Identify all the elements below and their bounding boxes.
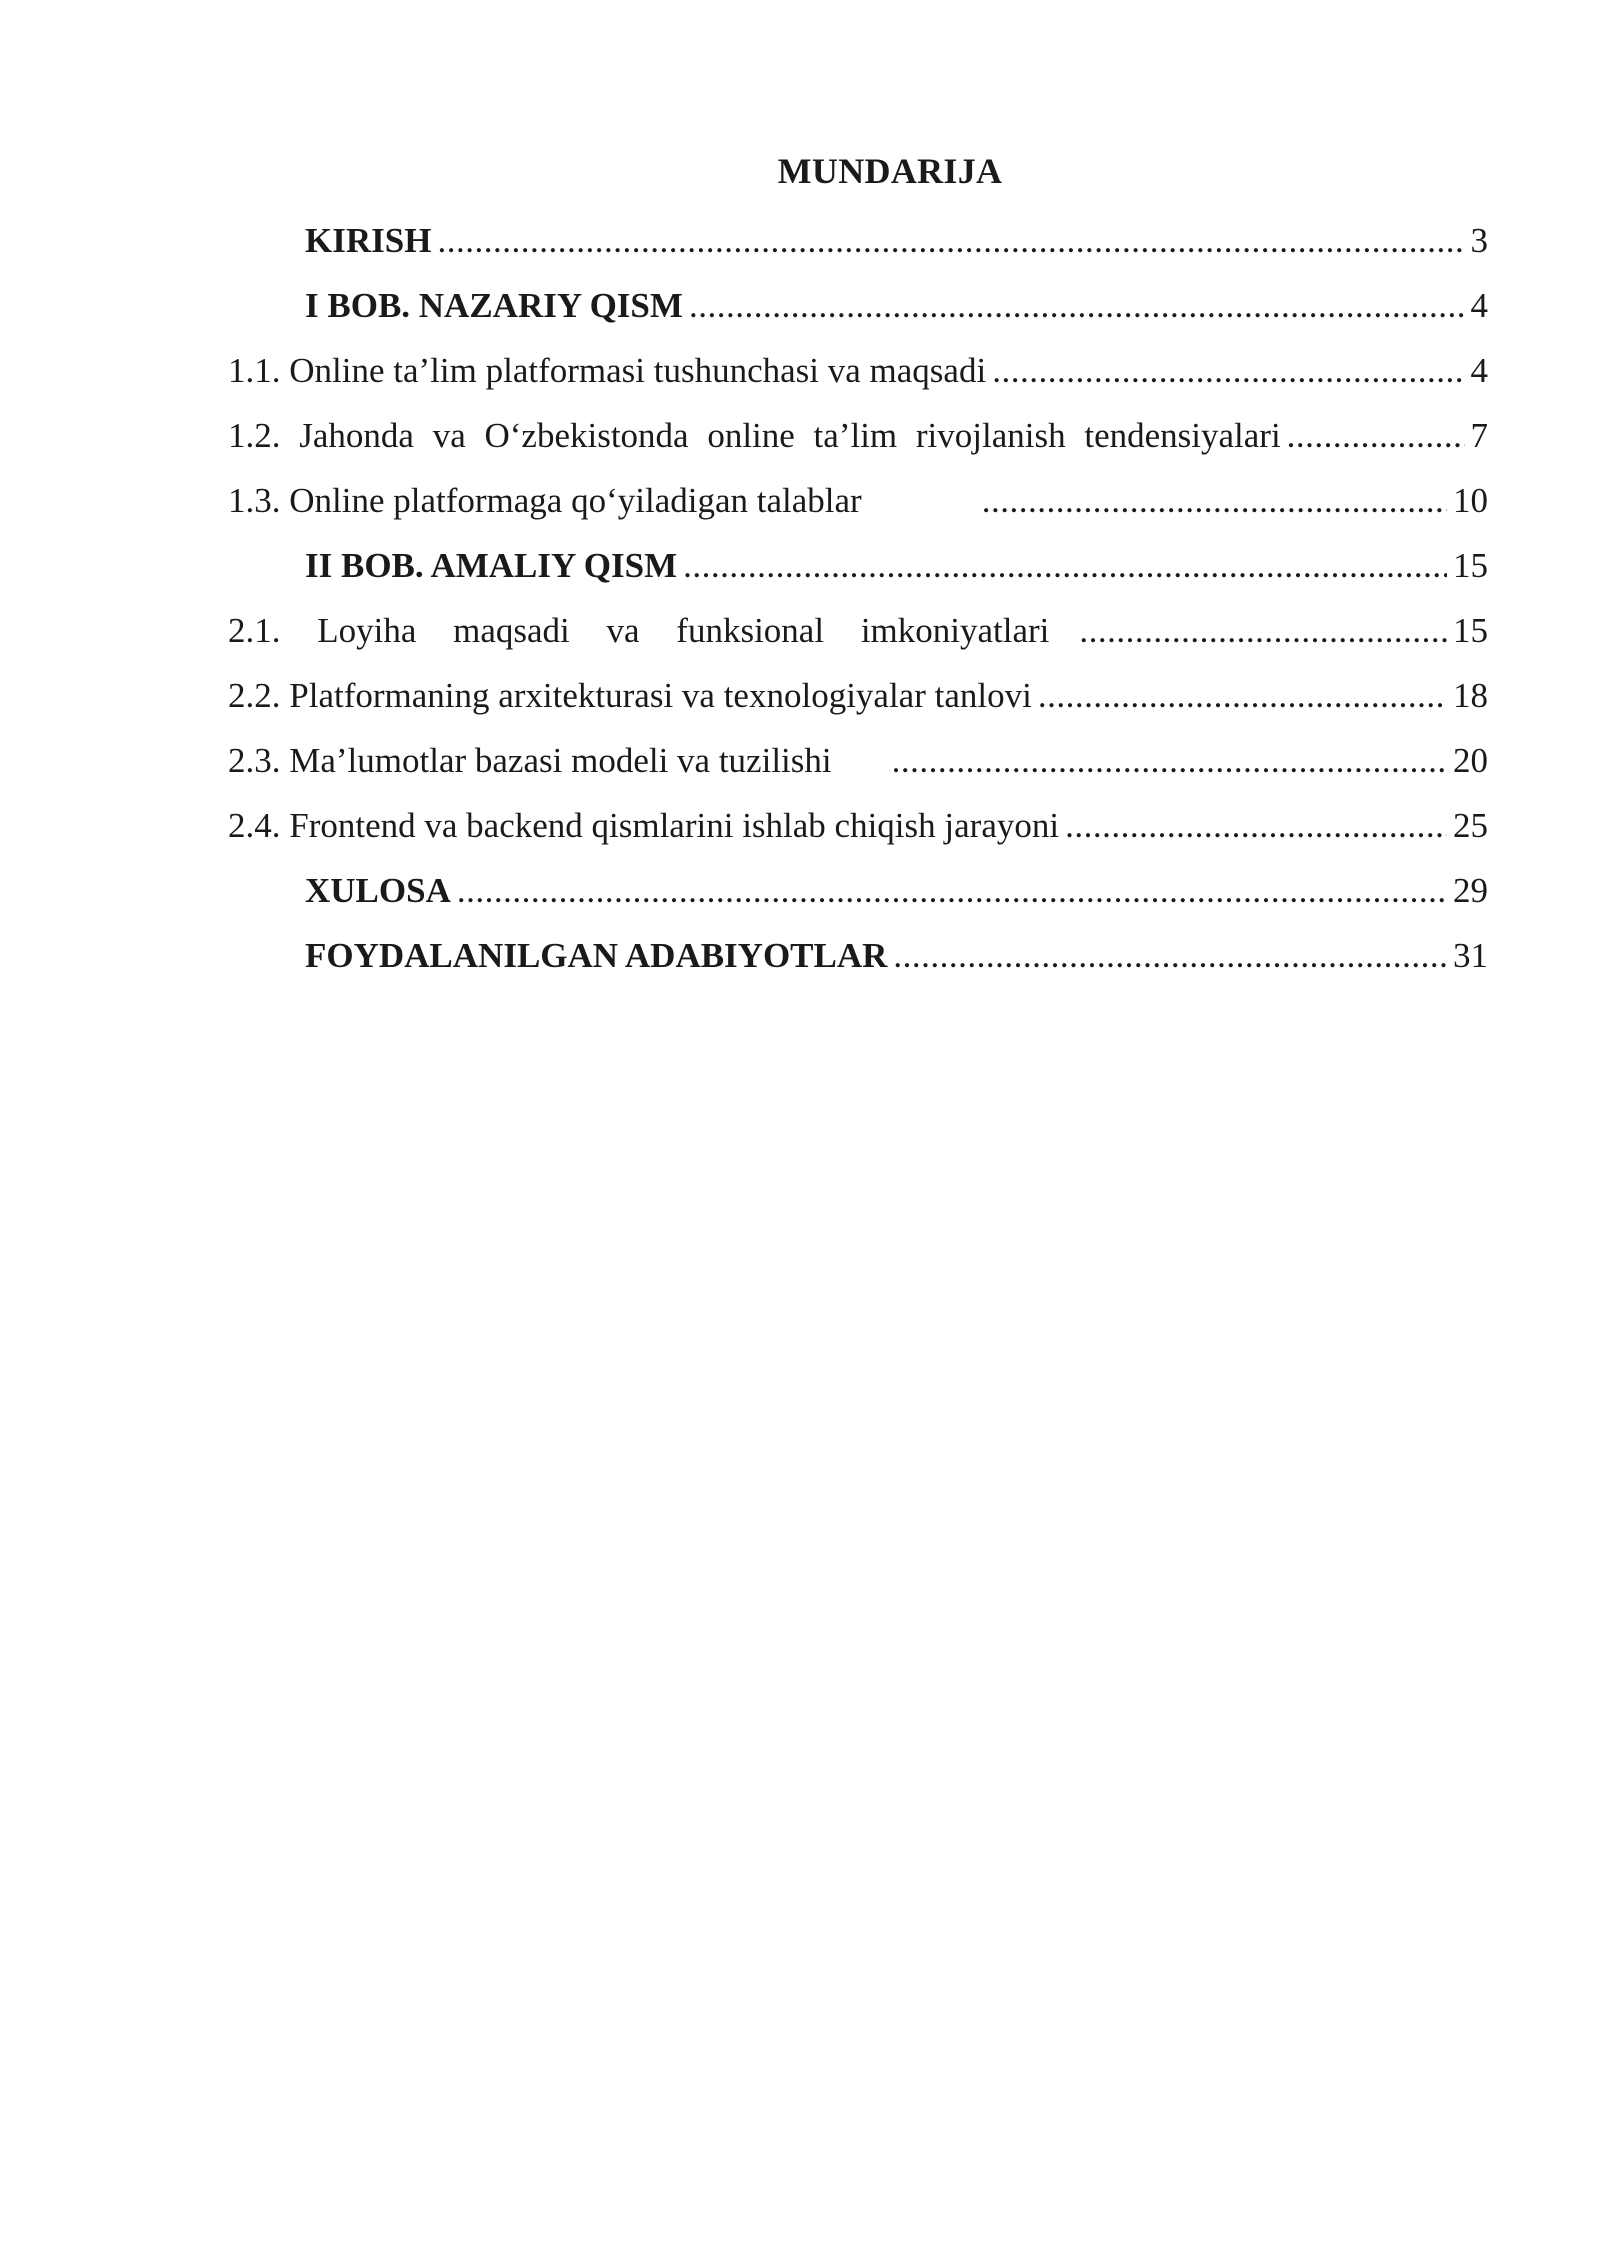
toc-page-number: 15 bbox=[1453, 610, 1488, 650]
toc-label: KIRISH bbox=[305, 220, 432, 260]
toc-entry-kirish bbox=[228, 208, 1488, 273]
dot-leader bbox=[992, 351, 1464, 391]
toc-label: 2.2. Platformaning arxitekturasi va texnologiyalar tanlovi bbox=[228, 675, 1032, 715]
toc-page-number: 25 bbox=[1453, 805, 1488, 845]
dot-leader bbox=[683, 546, 1447, 586]
toc-label: 2.3. Ma’lumotlar bazasi modeli va tuzilishi bbox=[228, 740, 832, 780]
dot-leader bbox=[1079, 611, 1447, 651]
toc-label: 1.3. Online platformaga qo‘yiladigan talablar bbox=[228, 480, 862, 520]
toc-entry-1-1 bbox=[228, 338, 1488, 403]
toc-label: II BOB. AMALIY QISM bbox=[305, 545, 678, 585]
toc-page-number: 4 bbox=[1470, 350, 1488, 390]
toc-page-number: 31 bbox=[1453, 935, 1488, 975]
toc-entry-2-4 bbox=[228, 793, 1488, 858]
dot-leader bbox=[437, 221, 1464, 261]
toc-page-number: 15 bbox=[1453, 545, 1488, 585]
toc-entry-chapter-2 bbox=[228, 533, 1488, 598]
toc-page-number: 18 bbox=[1453, 675, 1488, 715]
table-of-contents bbox=[228, 208, 1488, 988]
toc-label: FOYDALANILGAN ADABIYOTLAR bbox=[305, 935, 888, 975]
toc-entry-2-3 bbox=[228, 728, 1488, 793]
toc-label: 2.4. Frontend va backend qismlarini ishlab chiqish jarayoni bbox=[228, 805, 1060, 845]
dot-leader bbox=[1287, 416, 1465, 456]
dot-leader bbox=[982, 481, 1447, 521]
toc-label: I BOB. NAZARIY QISM bbox=[305, 285, 683, 325]
toc-page-number: 29 bbox=[1453, 870, 1488, 910]
toc-label: 1.1. Online ta’lim platformasi tushunchasi va maqsadi bbox=[228, 350, 987, 390]
toc-page-number: 3 bbox=[1470, 220, 1488, 260]
toc-entry-chapter-1 bbox=[228, 273, 1488, 338]
dot-leader bbox=[689, 286, 1465, 326]
toc-page-number: 4 bbox=[1470, 285, 1488, 325]
toc-label: XULOSA bbox=[305, 870, 451, 910]
toc-label: 1.2. Jahonda va O‘zbekistonda online ta’lim rivojlanish tendensiyalari bbox=[228, 415, 1281, 455]
dot-leader bbox=[1038, 676, 1447, 716]
toc-entry-adabiyotlar bbox=[228, 923, 1488, 988]
toc-page-number: 10 bbox=[1453, 480, 1488, 520]
toc-entry-xulosa bbox=[228, 858, 1488, 923]
dot-leader bbox=[457, 871, 1447, 911]
toc-label: 2.1. Loyiha maqsadi va funksional imkoniyatlari bbox=[228, 610, 1050, 650]
toc-entry-1-3 bbox=[228, 468, 1488, 533]
toc-page-number: 20 bbox=[1453, 740, 1488, 780]
toc-entry-2-1 bbox=[228, 598, 1488, 663]
toc-page-number: 7 bbox=[1470, 415, 1488, 455]
toc-entry-1-2 bbox=[228, 403, 1488, 468]
toc-entry-2-2 bbox=[228, 663, 1488, 728]
dot-leader bbox=[892, 741, 1447, 781]
dot-leader bbox=[893, 936, 1447, 976]
dot-leader bbox=[1065, 806, 1447, 846]
page-title: MUNDARIJA bbox=[777, 151, 1003, 191]
